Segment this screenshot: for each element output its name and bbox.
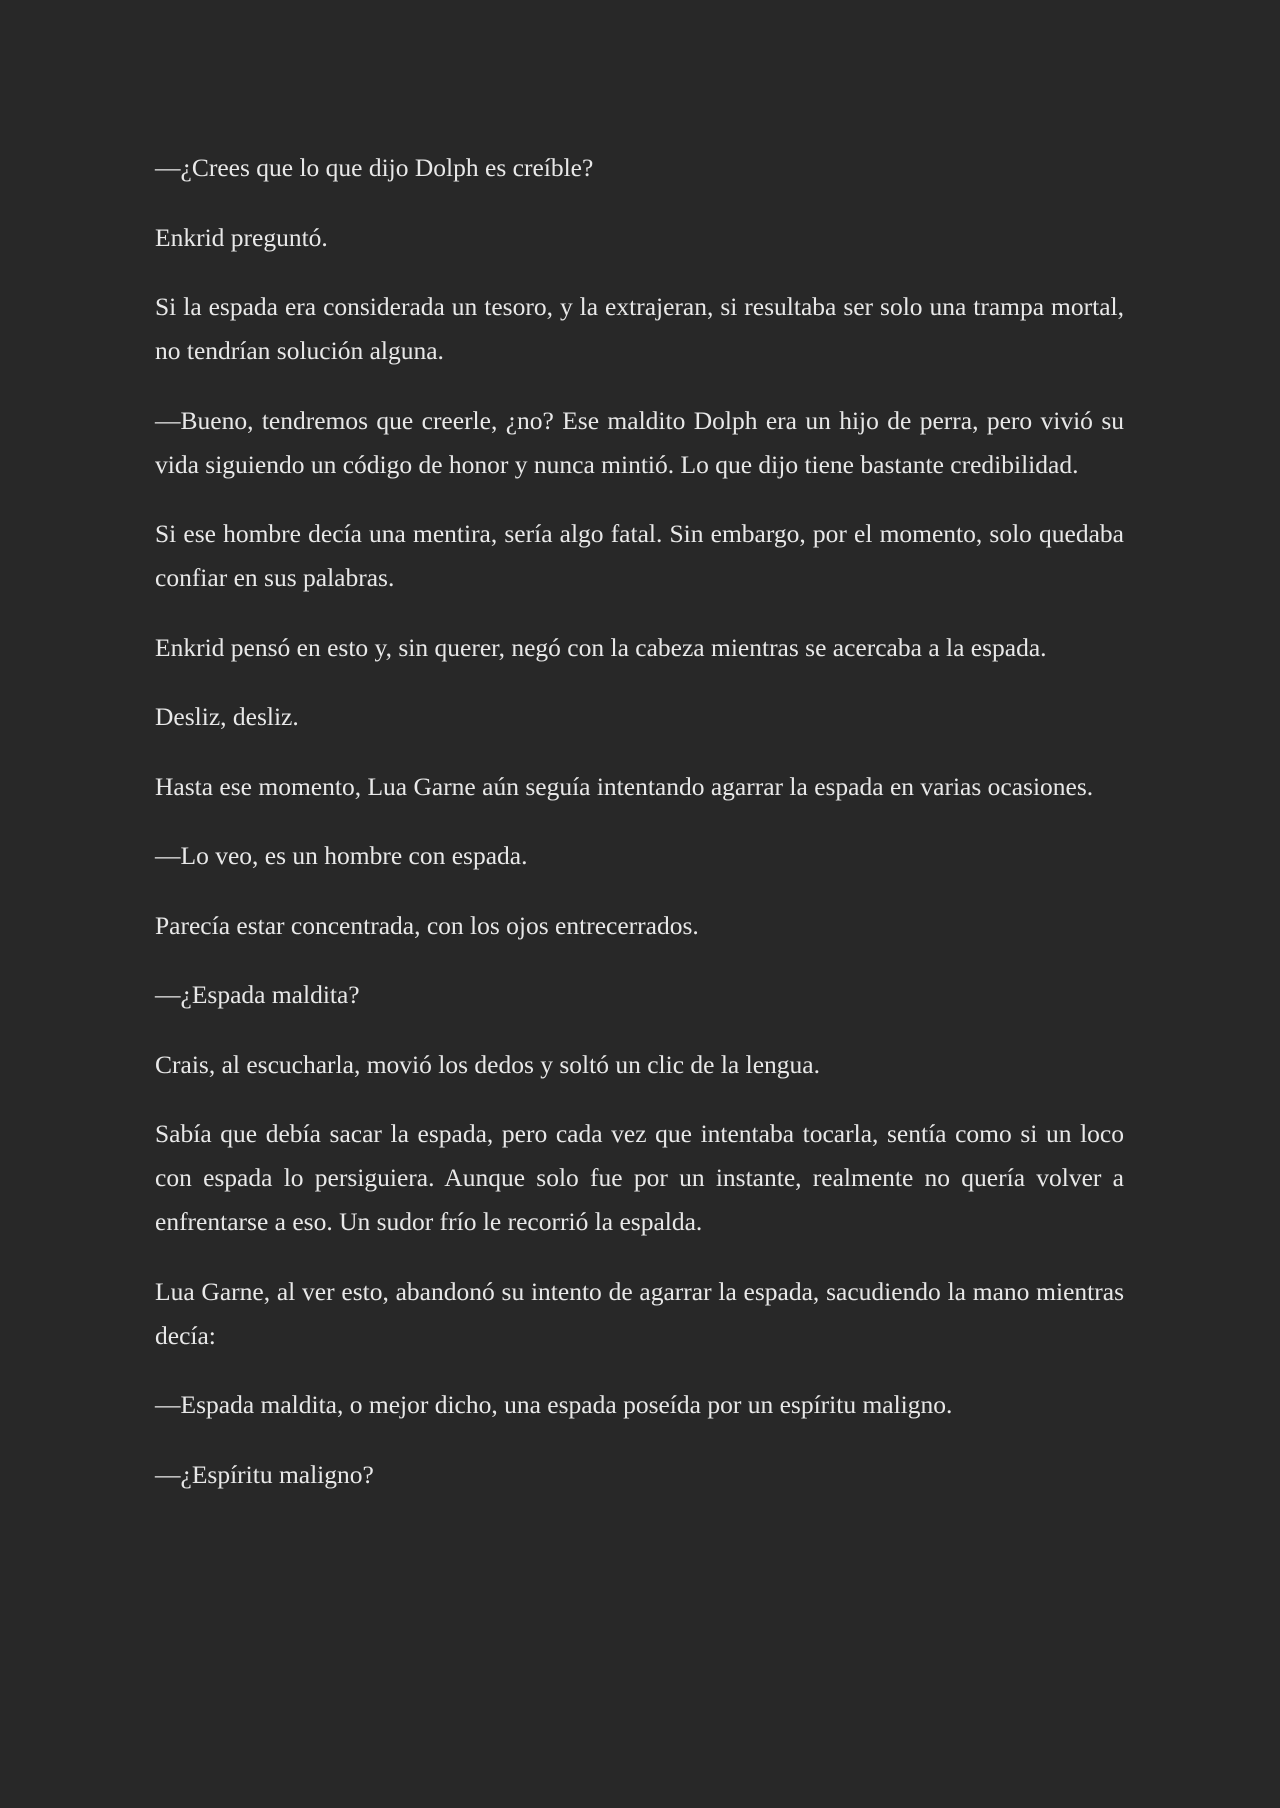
paragraph: —Bueno, tendremos que creerle, ¿no? Ese maldito Dolph era un hijo de perra, pero vivió su vida siguiendo un código de honor y nunca mintió. Lo que dijo tiene bastante credibilidad. (155, 405, 1124, 479)
paragraph: —Espada maldita, o mejor dicho, una espada poseída por un espíritu maligno. (155, 1390, 953, 1419)
paragraph: Si la espada era considerada un tesoro, y la extrajeran, si resultaba ser solo una trampa mortal, no tendrían solución alguna. (155, 292, 1124, 365)
paragraph: Enkrid preguntó. (155, 222, 328, 252)
paragraph: Si ese hombre decía una mentira, sería algo fatal. Sin embargo, por el momento, solo quedaba confiar en sus palabras. (155, 519, 1124, 592)
paragraph: —Lo veo, es un hombre con espada. (155, 841, 528, 870)
paragraph: Sabía que debía sacar la espada, pero cada vez que intentaba tocarla, sentía como si un loco con espada lo persiguiera. Aunque solo fue por un instante, realmente no quería volver a enfrentarse a eso. Un sudor frío le recorrió la espalda. (155, 1119, 1124, 1236)
paragraph: Hasta ese momento, Lua Garne aún seguía intentando agarrar la espada en varias ocasiones. (155, 771, 1094, 801)
paragraph: —¿Espíritu maligno? (155, 1459, 374, 1489)
paragraph: Crais, al escucharla, movió los dedos y soltó un clic de la lengua. (155, 1049, 820, 1079)
paragraph: Desliz, desliz. (155, 702, 299, 731)
paragraph: Enkrid pensó en esto y, sin querer, negó con la cabeza mientras se acercaba a la espada. (155, 632, 1047, 662)
paragraph: Lua Garne, al ver esto, abandonó su intento de agarrar la espada, sacudiendo la mano mientras decía: (155, 1276, 1124, 1350)
paragraph: —¿Crees que lo que dijo Dolph es creíble? (155, 153, 594, 182)
paragraph: Parecía estar concentrada, con los ojos entrecerrados. (155, 910, 699, 940)
paragraph: —¿Espada maldita? (155, 980, 360, 1009)
